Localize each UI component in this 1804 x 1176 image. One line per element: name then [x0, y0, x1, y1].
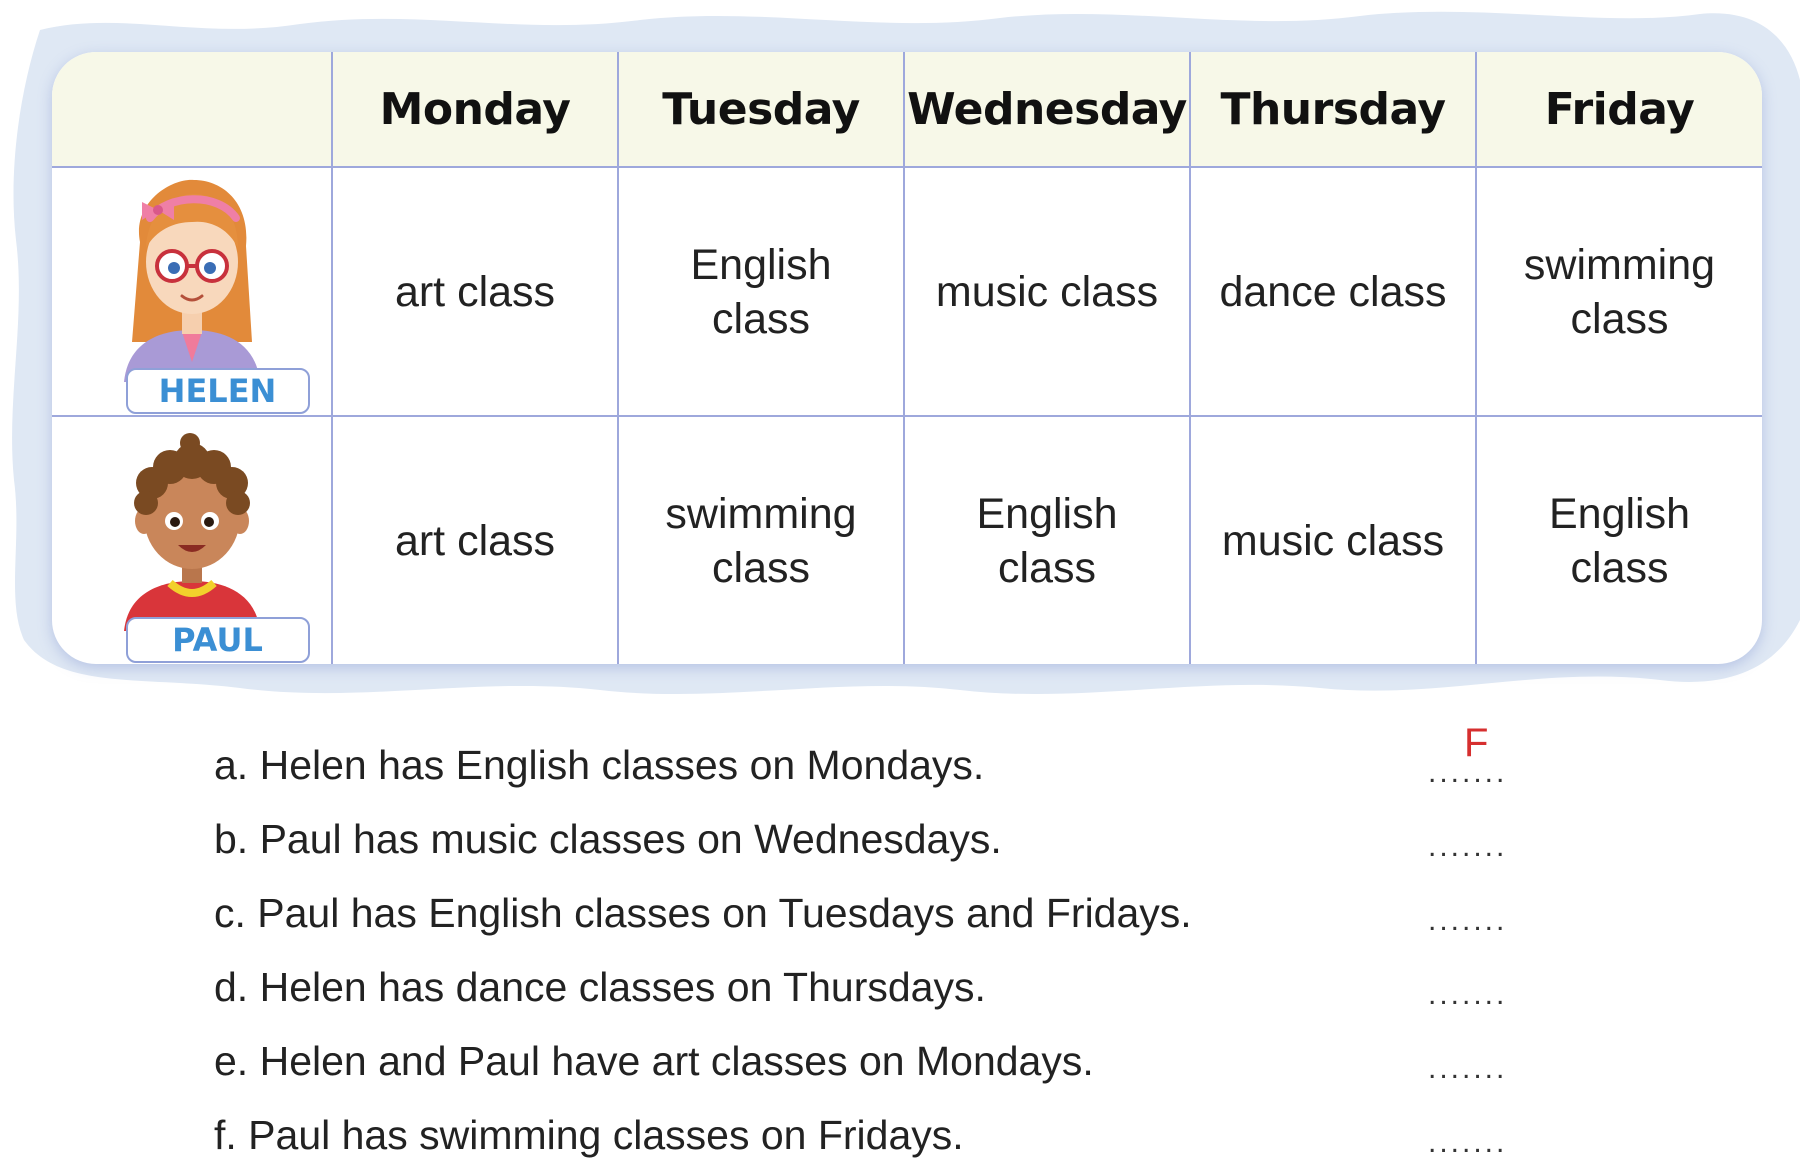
day-header-thursday: Thursday [1190, 52, 1476, 167]
timetable-cell [904, 416, 1190, 664]
answer-dots: ....... [1428, 1126, 1508, 1159]
answer-blank[interactable] [1428, 1098, 1528, 1172]
timetable-cell [1190, 167, 1476, 416]
statement-item [214, 876, 1634, 950]
timetable-cell [1476, 416, 1762, 664]
student-name-paul: PAUL [126, 617, 310, 663]
timetable-cell [332, 167, 618, 416]
statement-item [214, 950, 1634, 1024]
class-label: English class [976, 489, 1118, 592]
answer-dots: ....... [1428, 978, 1508, 1011]
class-label: music class [1221, 516, 1445, 565]
statement-list [214, 721, 1634, 1172]
timetable-cell [1476, 167, 1762, 416]
timetable-cell [618, 167, 904, 416]
class-label: English class [690, 240, 832, 343]
timetable-cell [1190, 416, 1476, 664]
answer-dots: ....... [1428, 756, 1508, 789]
class-label: swimming class [1523, 240, 1716, 343]
student-row-paul [52, 416, 1762, 664]
day-header-friday: Friday [1476, 52, 1762, 167]
class-label: music class [935, 267, 1159, 316]
statement-text: c. Paul has English classes on Tuesdays and Fridays. [214, 890, 1192, 936]
student-row-helen [52, 167, 1762, 416]
answer-dots: ....... [1428, 904, 1508, 937]
class-label: English class [1548, 489, 1691, 592]
student-cell-paul [52, 416, 332, 664]
statement-text: d. Helen has dance classes on Thursdays. [214, 964, 986, 1010]
timetable-cell [904, 167, 1190, 416]
class-label: swimming class [665, 489, 857, 592]
timetable-card [52, 52, 1762, 664]
day-header-tuesday: Tuesday [618, 52, 904, 167]
statement-text: e. Helen and Paul have art classes on Mondays. [214, 1038, 1094, 1084]
day-header-monday: Monday [332, 52, 618, 167]
timetable [52, 52, 1762, 664]
answer-blank[interactable] [1428, 876, 1528, 950]
timetable-cell [618, 416, 904, 664]
class-label: dance class [1219, 267, 1447, 316]
timetable-cell [332, 416, 618, 664]
class-label: art class [394, 516, 556, 565]
statement-text: f. Paul has swimming classes on Fridays. [214, 1112, 964, 1158]
answer-blank[interactable] [1428, 802, 1528, 876]
answer-blank[interactable] [1428, 721, 1528, 802]
class-label: art class [394, 267, 556, 316]
statement-item [214, 721, 1634, 802]
corner-cell [52, 52, 332, 167]
statement-text: b. Paul has music classes on Wednesdays. [214, 816, 1002, 862]
girl-avatar-icon [112, 172, 272, 382]
statement-text: a. Helen has English classes on Mondays. [214, 742, 985, 788]
boy-avatar-icon [112, 421, 272, 631]
answer-dots: ....... [1428, 830, 1508, 863]
student-name-helen: HELEN [126, 368, 310, 414]
header-row [52, 52, 1762, 167]
answer-dots: ....... [1428, 1052, 1508, 1085]
statement-item [214, 802, 1634, 876]
answer-mark: F [1464, 721, 1489, 765]
answer-blank[interactable] [1428, 1024, 1528, 1098]
day-header-wednesday: Wednesday [904, 52, 1190, 167]
student-cell-helen [52, 167, 332, 416]
statement-item [214, 1024, 1634, 1098]
statement-item [214, 1098, 1634, 1172]
answer-blank[interactable] [1428, 950, 1528, 1024]
